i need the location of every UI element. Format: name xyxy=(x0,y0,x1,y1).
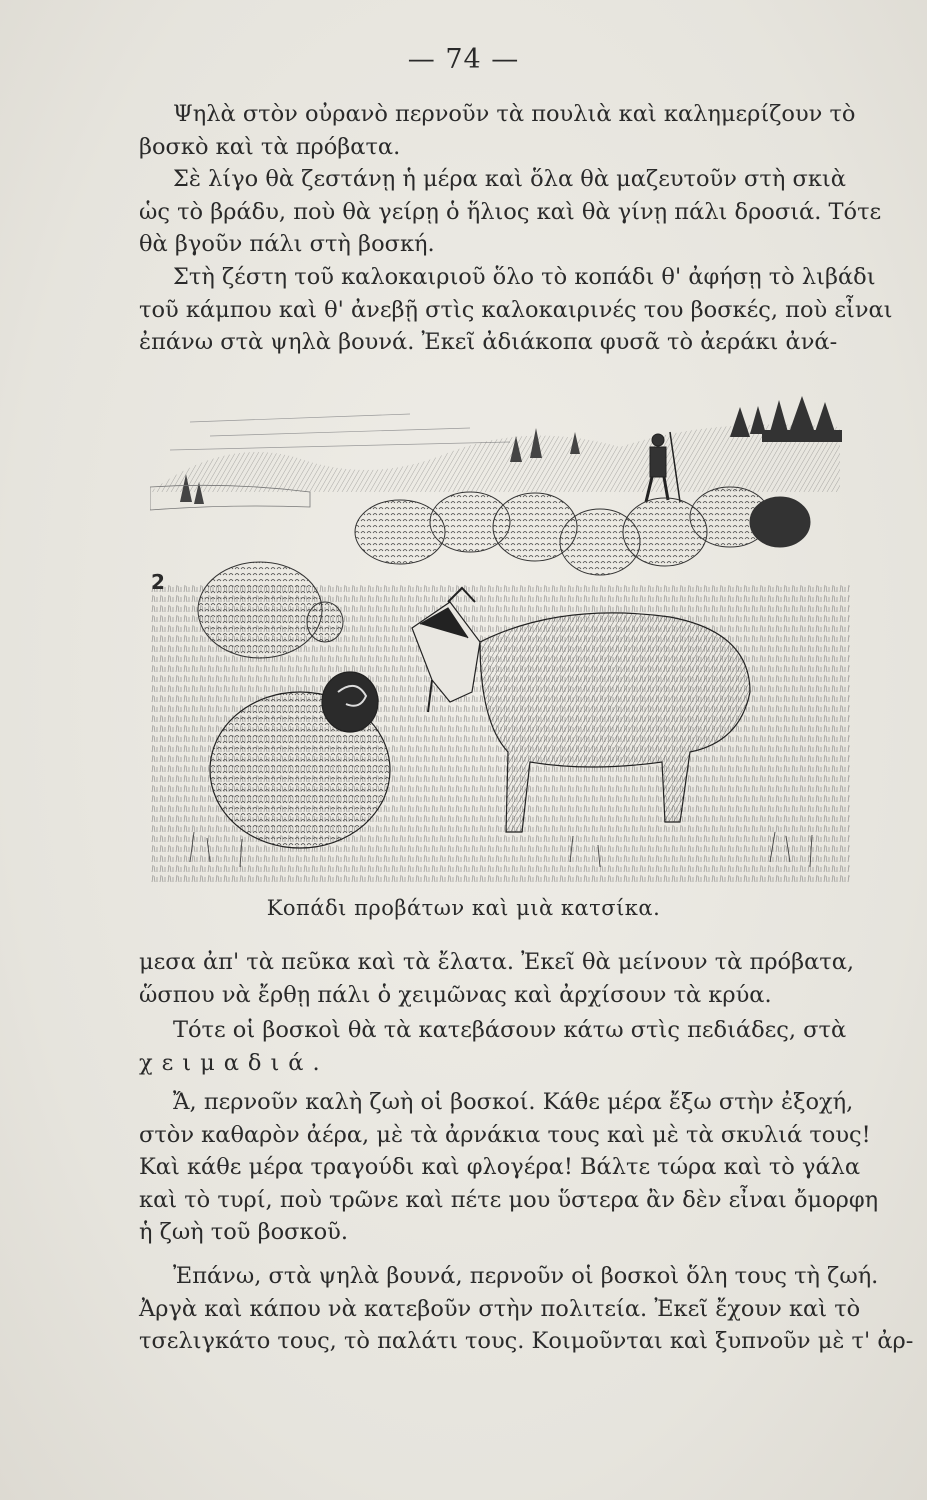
paragraph-6 xyxy=(139,1086,891,1249)
paragraph-1 xyxy=(139,98,891,163)
engraving-drawing xyxy=(150,392,850,890)
figure-caption: Κοπάδι προβάτων καὶ μιὰ κατσίκα. xyxy=(266,896,661,920)
forest xyxy=(730,396,842,442)
text-line: Ἄ, περνοῦν καλὴ ζωὴ οἱ βοσκοί. Κάθε μέρα ἔξω στὴν ἐξοχή, xyxy=(173,1089,854,1115)
text-line: τοῦ κάμπου καὶ θ' ἀνεβῇ στὶς καλοκαιρινές του βοσκές, ποὺ εἶναι xyxy=(139,296,893,323)
figure-number: 2 xyxy=(151,570,165,594)
text-line: καὶ τὸ τυρί, ποὺ τρῶνε καὶ πέτε μου ὕστερα ἂν δὲν εἶναι ὄμορφη xyxy=(139,1186,879,1213)
text-line: θὰ βγοῦν πάλι στὴ βοσκή. xyxy=(139,231,435,258)
text-line: Ἐπάνω, στὰ ψηλὰ βουνά, περνοῦν οἱ βοσκοὶ ὅλη τους τὴ ζωή. xyxy=(173,1263,879,1289)
paragraph-4 xyxy=(139,946,891,1011)
text-line: χειμαδιά. xyxy=(139,1049,329,1076)
text-line: ἡ ζωὴ τοῦ βοσκοῦ. xyxy=(139,1219,348,1246)
text-line: τσελιγκάτο τους, τὸ παλάτι τους. Κοιμοῦνται καὶ ξυπνοῦν μὲ τ' ἀρ- xyxy=(139,1328,914,1355)
text-line: Τότε οἱ βοσκοὶ θὰ τὰ κατεβάσουν κάτω στὶς πεδιάδες, στὰ xyxy=(173,1017,847,1043)
illustration-sheep-and-goat xyxy=(150,392,850,890)
text-line: μεσα ἀπ' τὰ πεῦκα καὶ τὰ ἔλατα. Ἐκεῖ θὰ μείνουν τὰ πρόβατα, xyxy=(139,949,855,975)
text-line: Ψηλὰ στὸν οὐρανὸ περνοῦν τὰ πουλιὰ καὶ καλημερίζουν τὸ xyxy=(173,101,856,127)
page-number: — 74 — xyxy=(407,44,520,75)
text-line: Στὴ ζέστη τοῦ καλοκαιριοῦ ὅλο τὸ κοπάδι θ' ἀφήσῃ τὸ λιβάδι xyxy=(173,264,876,290)
paragraph-5 xyxy=(139,1014,891,1079)
text-line: Ἀργὰ καὶ κάπου νὰ κατεβοῦν στὴν πολιτεία. Ἐκεῖ ἔχουν καὶ τὸ xyxy=(139,1295,861,1322)
text-line: Καὶ κάθε μέρα τραγούδι καὶ φλογέρα! Βάλτε τώρα καὶ τὸ γάλα xyxy=(139,1154,861,1181)
paragraph-7 xyxy=(139,1260,914,1358)
paragraph-2 xyxy=(139,163,891,261)
text-line: ὡς τὸ βράδυ, ποὺ θὰ γείρῃ ὁ ἥλιος καὶ θὰ γίνῃ πάλι δροσιά. Τότε xyxy=(139,198,882,225)
sky-lines xyxy=(170,414,510,450)
text-line: ἐπάνω στὰ ψηλὰ βουνά. Ἐκεῖ ἀδιάκοπα φυσᾶ τὸ ἀεράκι ἀνά- xyxy=(139,329,838,356)
text-line: ὥσπου νὰ ἔρθῃ πάλι ὁ χειμῶνας καὶ ἀρχίσουν τὰ κρύα. xyxy=(139,981,772,1008)
paragraph-3 xyxy=(139,261,891,359)
text-line: βοσκὸ καὶ τὰ πρόβατα. xyxy=(139,133,401,160)
text-line: Σὲ λίγο θὰ ζεστάνῃ ἡ μέρα καὶ ὅλα θὰ μαζευτοῦν στὴ σκιὰ xyxy=(173,166,846,192)
text-line: στὸν καθαρὸν ἀέρα, μὲ τὰ ἀρνάκια τους καὶ μὲ τὰ σκυλιά τους! xyxy=(139,1121,871,1148)
